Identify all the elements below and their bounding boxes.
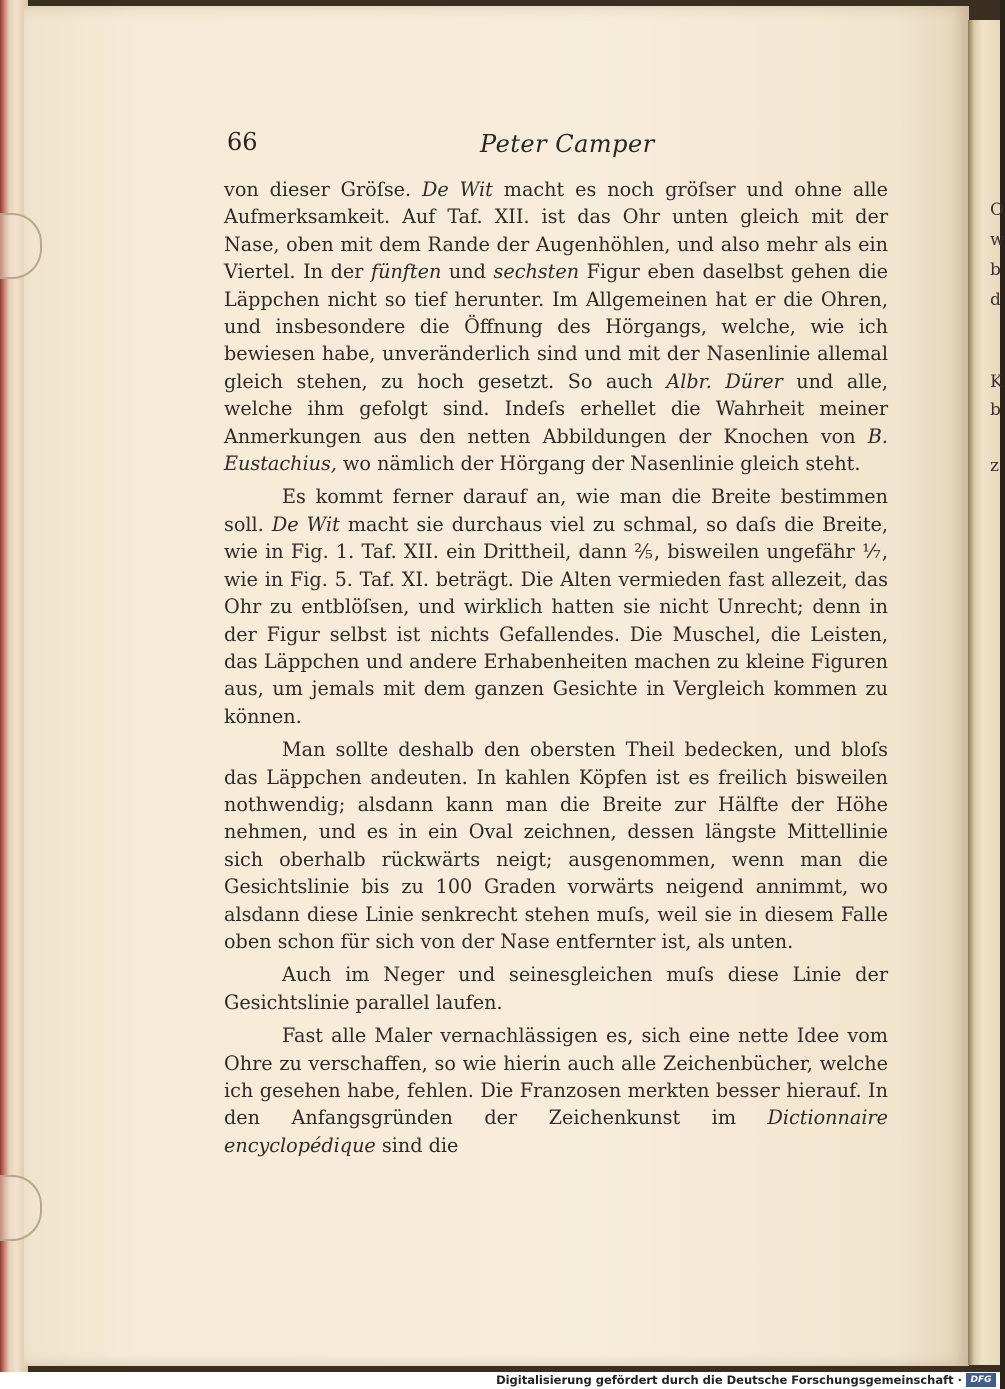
adjacent-page-glyph: b — [990, 260, 1001, 280]
text-run: und alle, welche ihm gefolgt sind. Indeſs erhellet die Wahrheit meiner Anmerkungen aus den netten Abbildungen der Knochen von — [224, 369, 889, 448]
running-title: Peter Camper — [480, 130, 655, 158]
book-page — [24, 6, 969, 1366]
adjacent-page-glyph: z — [990, 456, 999, 476]
adjacent-page-glyph: O — [990, 200, 1004, 220]
paragraph — [224, 483, 888, 730]
adjacent-page-glyph: d — [990, 290, 1001, 310]
italic-text: sechsten — [493, 260, 580, 284]
page-number: 66 — [227, 128, 258, 156]
italic-text: fünften — [370, 260, 442, 284]
adjacent-page-glyph: b — [990, 400, 1001, 420]
footer-bar — [0, 1372, 1000, 1389]
page-header — [24, 128, 969, 168]
dfg-logo: DFG — [966, 1373, 996, 1387]
italic-text: Dictionnaire encyclopédique — [224, 1106, 888, 1157]
italic-text: De Wit — [271, 512, 340, 536]
digitization-credit: Digitalisierung gefördert durch die Deutsche Forschungsgemeinschaft · — [496, 1373, 962, 1387]
text-run: Auch im Neger und seinesgleichen muſs diese Linie der Gesichtslinie parallel laufen. — [224, 963, 888, 1014]
text-run: macht sie durchaus viel zu schmal, so daſs die Breite, wie in Fig. 1. Taf. XII. ein Drittheil, dann ⅖, bisweilen ungefähr ⅐, wie in Fig. 5. Taf. XI. beträgt. Die Alten vermieden fast allezeit, das Ohr zu entblöſsen, und wirklich hatten sie nicht Unrecht; denn in der Figur selbst ist nichts Gefallendes. Die Muschel, die Leisten, das Läppchen und andere Erhabenheiten machen zu kleine Figuren aus, um jemals mit dem ganzen Gesichte in Vergleich kommen zu können. — [224, 512, 889, 728]
italic-text: Albr. Dürer — [666, 369, 783, 393]
paragraph — [224, 176, 888, 477]
adjacent-page-edge — [968, 20, 1005, 1365]
paragraph — [224, 961, 888, 1016]
text-run: Es kommt ferner darauf an, wie man die Breite bestimmen soll. — [224, 485, 888, 536]
text-run: Man sollte deshalb den obersten Theil bedecken, und bloſs das Läppchen andeuten. In kahlen Köpfen ist es freilich bisweilen nothwendig; alsdann kann man die Breite zur Hälfte der Höhe nehmen, und es in ein Oval zeichnen, dessen längste Mittellinie sich oberhalb rückwärts neigt; ausgenommen, wenn man die Gesichtslinie bis zu 100 Graden vorwärts neigend annimmt, wo alsdann diese Linie senkrecht stehen muſs, weil sie in diesem Falle oben schon für sich von der Nase entfernter ist, als unten. — [224, 738, 888, 953]
adjacent-page-glyph: K — [990, 372, 1003, 392]
text-run: Fast alle Maler vernachlässigen es, sich eine nette Idee vom Ohre zu verschaffen, so wie hierin auch alle Zeichenbücher, welche ich gesehen habe, fehlen. Die Franzosen merkten besser hierauf. In den Anfangsgründen der Zeichenkunst im — [224, 1024, 888, 1130]
text-run: von dieser Gröſse. — [224, 178, 423, 201]
text-run: und — [441, 260, 494, 284]
italic-text: B. Eustachius, — [224, 424, 888, 476]
paragraph — [224, 1022, 888, 1159]
paragraph — [224, 736, 888, 955]
text-run: sind die — [375, 1133, 459, 1157]
text-run: wo nämlich der Hörgang der Nasenlinie gleich steht. — [336, 452, 861, 476]
text-run: Figur eben daselbst gehen die Läppchen nicht so tief herunter. Im Allgemeinen hat er die Ohren, und insbesondere die Öffnung des Hörgangs, welche, wie ich bewiesen habe, unveränderlich sind und mit der Nasenlinie allemal gleich stehen, zu hoch gesetzt. So auch — [224, 260, 888, 393]
text-run: macht es noch gröſser und ohne alle Aufmerksamkeit. Auf Taf. XII. ist das Ohr unten gleich mit der Nase, oben mit dem Rande der Augenhöhlen, und also mehr als ein Viertel. In der — [224, 178, 888, 284]
body-text — [224, 176, 888, 1165]
adjacent-page-glyph: w — [990, 230, 1005, 250]
italic-text: De Wit — [422, 178, 493, 201]
